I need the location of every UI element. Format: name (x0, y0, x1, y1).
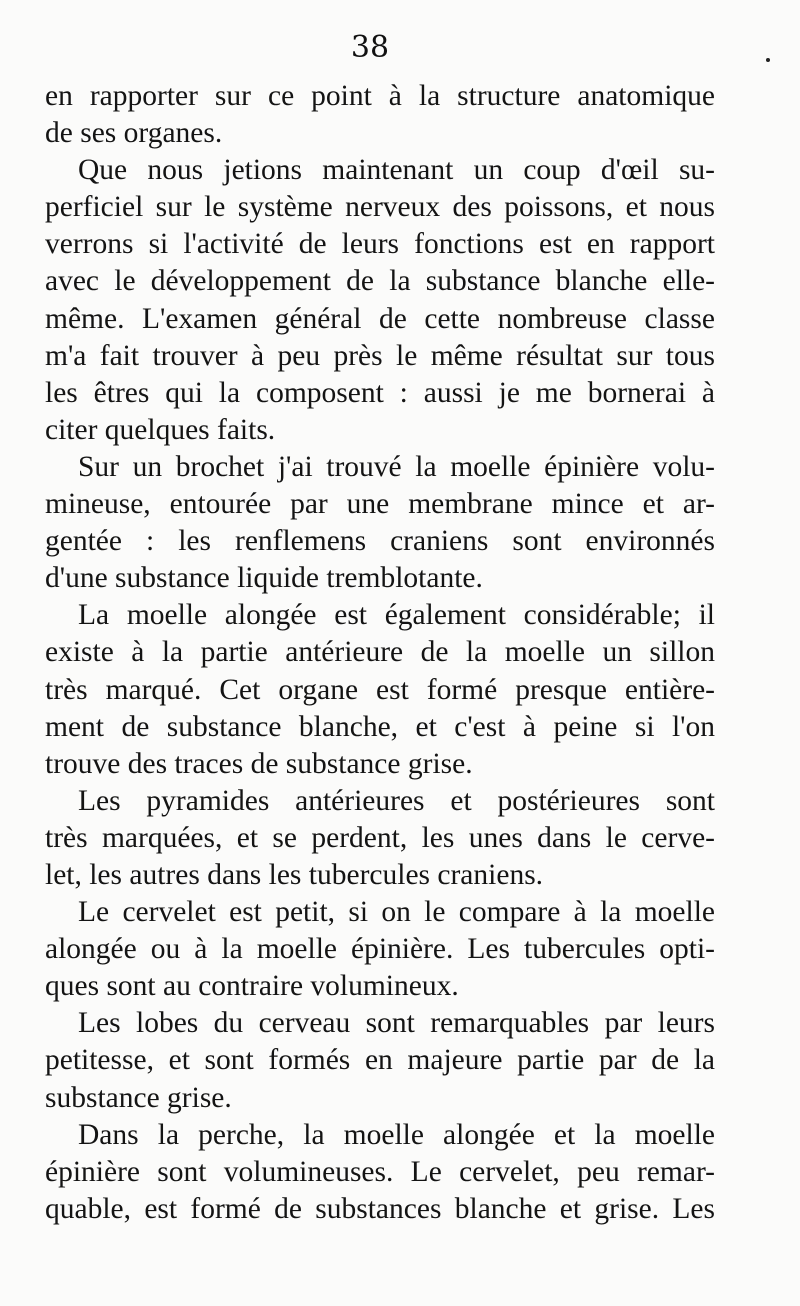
text-line: Que nous jetions maintenant un coup d'œil su- (78, 154, 715, 187)
text-line: quable, est formé de substances blanche et grise. Les (45, 1192, 715, 1225)
text-line: très marquées, et se perdent, les unes dans le cerve- (45, 821, 715, 854)
text-line: d'une substance liquide tremblotante. (45, 562, 483, 595)
text-line: trouve des traces de substance grise. (45, 747, 473, 780)
text-line: mineuse, entourée par une membrane mince et ar- (45, 488, 715, 521)
text-line: gentée : les renflemens craniens sont environnés (45, 525, 715, 558)
text-line: substance grise. (45, 1081, 232, 1114)
text-line: existe à la partie antérieure de la moelle un sillon (45, 636, 715, 669)
text-line: citer quelques faits. (45, 413, 276, 446)
text-line: petitesse, et sont formés en majeure partie par de la (45, 1044, 715, 1077)
text-line: verrons si l'activité de leurs fonctions est en rapport (45, 228, 715, 261)
text-line: Les lobes du cerveau sont remarquables par leurs (78, 1007, 715, 1040)
ink-speck (766, 58, 770, 62)
page-number: 38 (350, 30, 390, 65)
text-line: en rapporter sur ce point à la structure anatomique (45, 80, 715, 112)
text-line: let, les autres dans les tubercules craniens. (45, 858, 544, 891)
text-line: Sur un brochet j'ai trouvé la moelle épinière volu- (78, 450, 715, 483)
text-line: alongée ou à la moelle épinière. Les tubercules opti- (45, 933, 715, 966)
text-line: m'a fait trouver à peu près le même résultat sur tous (45, 339, 715, 372)
text-line: perficiel sur le système nerveux des poissons, et nous (45, 191, 715, 224)
text-line: même. L'examen général de cette nombreuse classe (45, 302, 715, 335)
text-line: ment de substance blanche, et c'est à peine si l'on (45, 710, 715, 743)
text-line: de ses organes. (45, 117, 223, 150)
text-line: ques sont au contraire volumineux. (45, 970, 459, 1003)
text-line: La moelle alongée est également considérable; il (78, 599, 715, 632)
text-line: avec le développement de la substance blanche elle- (45, 265, 715, 298)
text-line: Dans la perche, la moelle alongée et la moelle (78, 1118, 715, 1151)
text-line: très marqué. Cet organe est formé presque entière- (45, 673, 715, 706)
text-line: les êtres qui la composent : aussi je me bornerai à (45, 376, 715, 409)
text-line: Les pyramides antérieures et postérieures sont (78, 784, 715, 817)
text-line: épinière sont volumineuses. Le cervelet, peu remar- (45, 1155, 715, 1188)
body-text (45, 78, 715, 1228)
text-line: Le cervelet est petit, si on le compare à la moelle (78, 896, 715, 929)
